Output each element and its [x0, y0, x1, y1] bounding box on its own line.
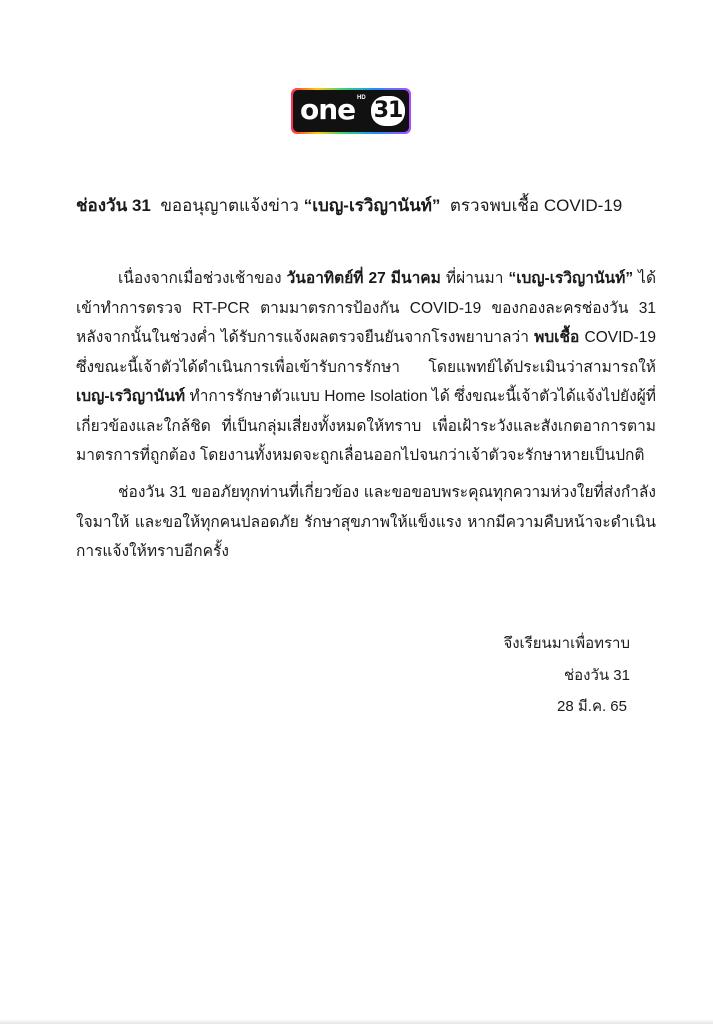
logo-brand-text: one	[300, 93, 356, 126]
headline-org: ช่องวัน 31	[76, 196, 151, 215]
logo-badge	[293, 90, 409, 132]
closing-date: 28 มี.ค. 65	[557, 698, 627, 715]
closing-signature: ช่องวัน 31	[563, 667, 630, 684]
p1-segment-4: COVID-19 ซึ่งขณะนี้เจ้าตัวได้ดำเนินการเพื่อเข้ารับการรักษา โดยแพทย์ได้ประเมินว่าสามารถให้	[76, 329, 656, 376]
p1-date: วันอาทิตย์ที่ 27 มีนาคม	[286, 270, 441, 287]
paragraph-1	[76, 264, 656, 471]
p1-segment-2: ที่ผ่านมา	[445, 270, 504, 287]
p1-name-quoted: “เบญ-เรวิญานันท์”	[508, 270, 634, 287]
headline-text-2: ตรวจพบเชื้อ COVID-19	[449, 196, 623, 215]
headline-text-1: ขออนุญาตแจ้งข่าว	[160, 196, 299, 215]
logo-channel-number: 31	[371, 96, 405, 126]
paragraph-2	[76, 478, 656, 567]
one31-logo	[291, 88, 411, 134]
page-bottom-edge	[0, 1019, 713, 1024]
logo-hd-mark: HD	[357, 95, 366, 101]
p1-segment-3: ได้เข้าทำการตรวจ RT-PCR ตามมาตรการป้องกัน COVID-19 ของกองละครช่องวัน 31 หลังจากนั้นในช่วงค่ำ ได้รับการแจ้งผลตรวจยืนยันจากโรงพยาบาลว่า	[76, 270, 657, 346]
p1-segment-5: ทำการรักษาตัวแบบ Home Isolation ได้ ซึ่งขณะนี้เจ้าตัวได้แจ้งไปยังผู้ที่เกี่ยวข้องและใกล้ชิด ที่เป็นกลุ่มเสี่ยงทั้งหมดให้ทราบ เพื่อเฝ้าระวังและสังเกตอาการตามมาตรการที่ถูกต้อง โดยงานทั้งหมดจะถูกเลื่อนออกไปจนกว่าเจ้าตัวจะรักษาหายเป็นปกติ	[76, 388, 657, 464]
p1-name: เบญ-เรวิญานันท์	[76, 388, 186, 405]
closing-line-1: จึงเรียนมาเพื่อทราบ	[503, 635, 630, 652]
headline-name: “เบญ-เรวิญานันท์”	[303, 196, 441, 215]
p1-segment-1: เนื่องจากเมื่อช่วงเช้าของ	[118, 270, 282, 287]
p2-text: ช่องวัน 31 ขออภัยทุกท่านที่เกี่ยวข้อง และขอขอบพระคุณทุกความห่วงใยที่ส่งกำลังใจมาให้ และขอให้ทุกคนปลอดภัย รักษาสุขภาพให้แข็งแรง หากมีความคืบหน้าจะดำเนินการแจ้งให้ทราบอีกครั้ง	[76, 484, 656, 560]
headline	[76, 194, 656, 218]
p1-found: พบเชื้อ	[534, 329, 580, 346]
